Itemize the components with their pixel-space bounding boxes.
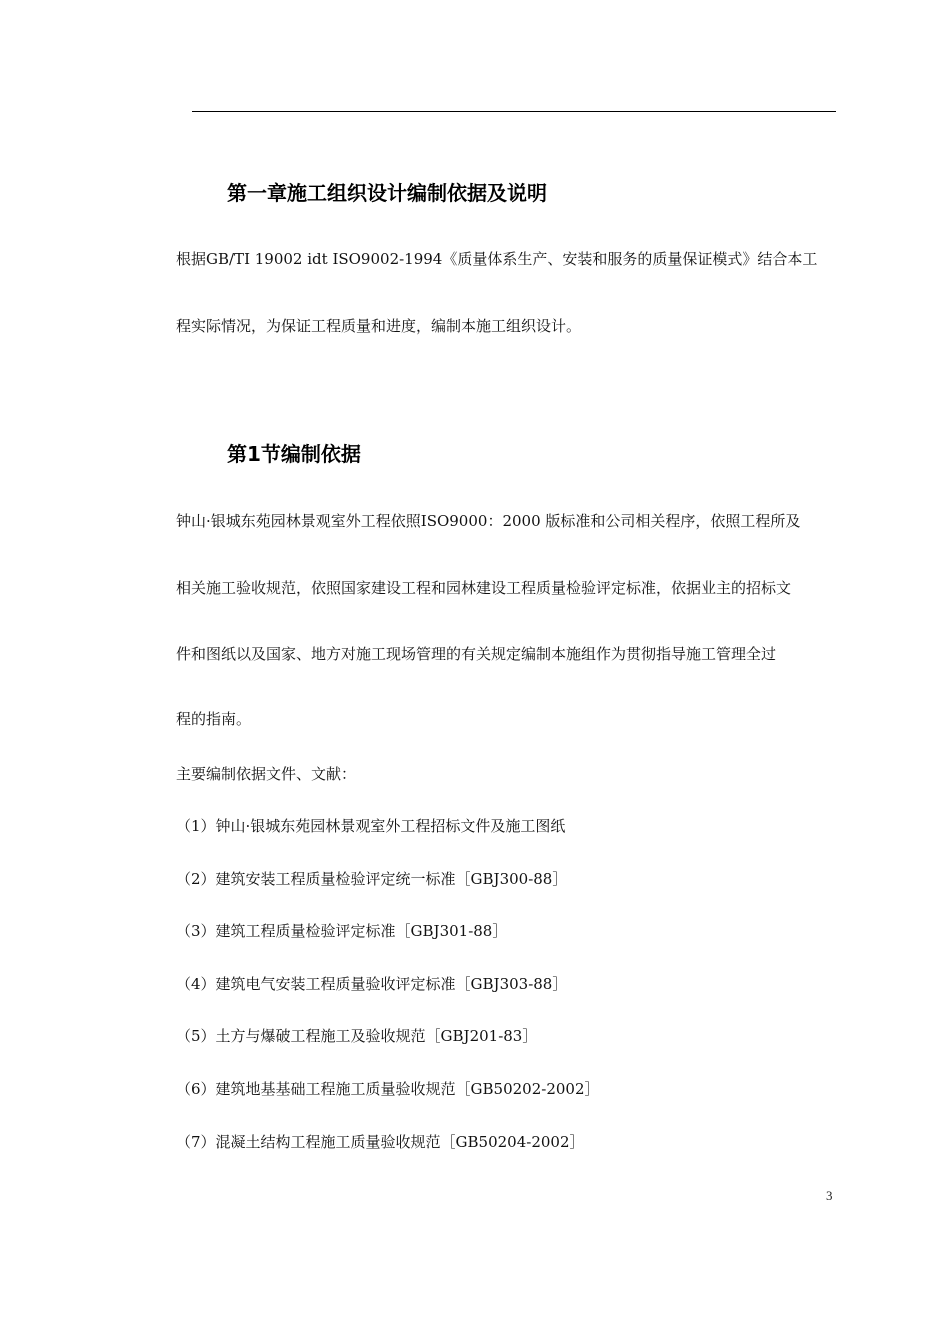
body-line-3: 件和图纸以及国家、地方对施工现场管理的有关规定编制本施组作为贯彻指导施工管理全过 [176,645,777,663]
reference-item: （6）建筑地基基础工程施工质量验收规范［GB50202-2002］ [176,1080,600,1098]
reference-item: （3）建筑工程质量检验评定标准［GBJ301-88］ [176,922,508,940]
intro-line-2: 程实际情况，为保证工程质量和进度，编制本施工组织设计。 [176,317,582,335]
page-number: 3 [826,1188,833,1203]
body-line-2: 相关施工验收规范，依照国家建设工程和园林建设工程质量检验评定标准，依据业主的招标文 [176,579,792,597]
chapter-title: 第一章施工组织设计编制依据及说明 [227,181,547,205]
reference-item: （7）混凝土结构工程施工质量验收规范［GB50204-2002］ [176,1133,585,1151]
header-rule [192,111,836,112]
reference-item: （5）土方与爆破工程施工及验收规范［GBJ201-83］ [176,1027,538,1045]
section-title: 第1节编制依据 [227,442,361,466]
body-line-4: 程的指南。 [176,710,252,728]
reference-item: （4）建筑电气安装工程质量验收评定标准［GBJ303-88］ [176,975,568,993]
body-line-1: 钟山·银城东苑园林景观室外工程依照ISO9000：2000 版标准和公司相关程序，依照工程所及 [176,512,801,530]
list-intro: 主要编制依据文件、文献： [176,765,357,783]
intro-line-1: 根据GB/TI 19002 idt ISO9002-1994《质量体系生产、安装和服务的质量保证模式》结合本工 [176,250,818,268]
reference-item: （1）钟山·银城东苑园林景观室外工程招标文件及施工图纸 [176,817,566,835]
reference-item: （2）建筑安装工程质量检验评定统一标准［GBJ300-88］ [176,870,568,888]
